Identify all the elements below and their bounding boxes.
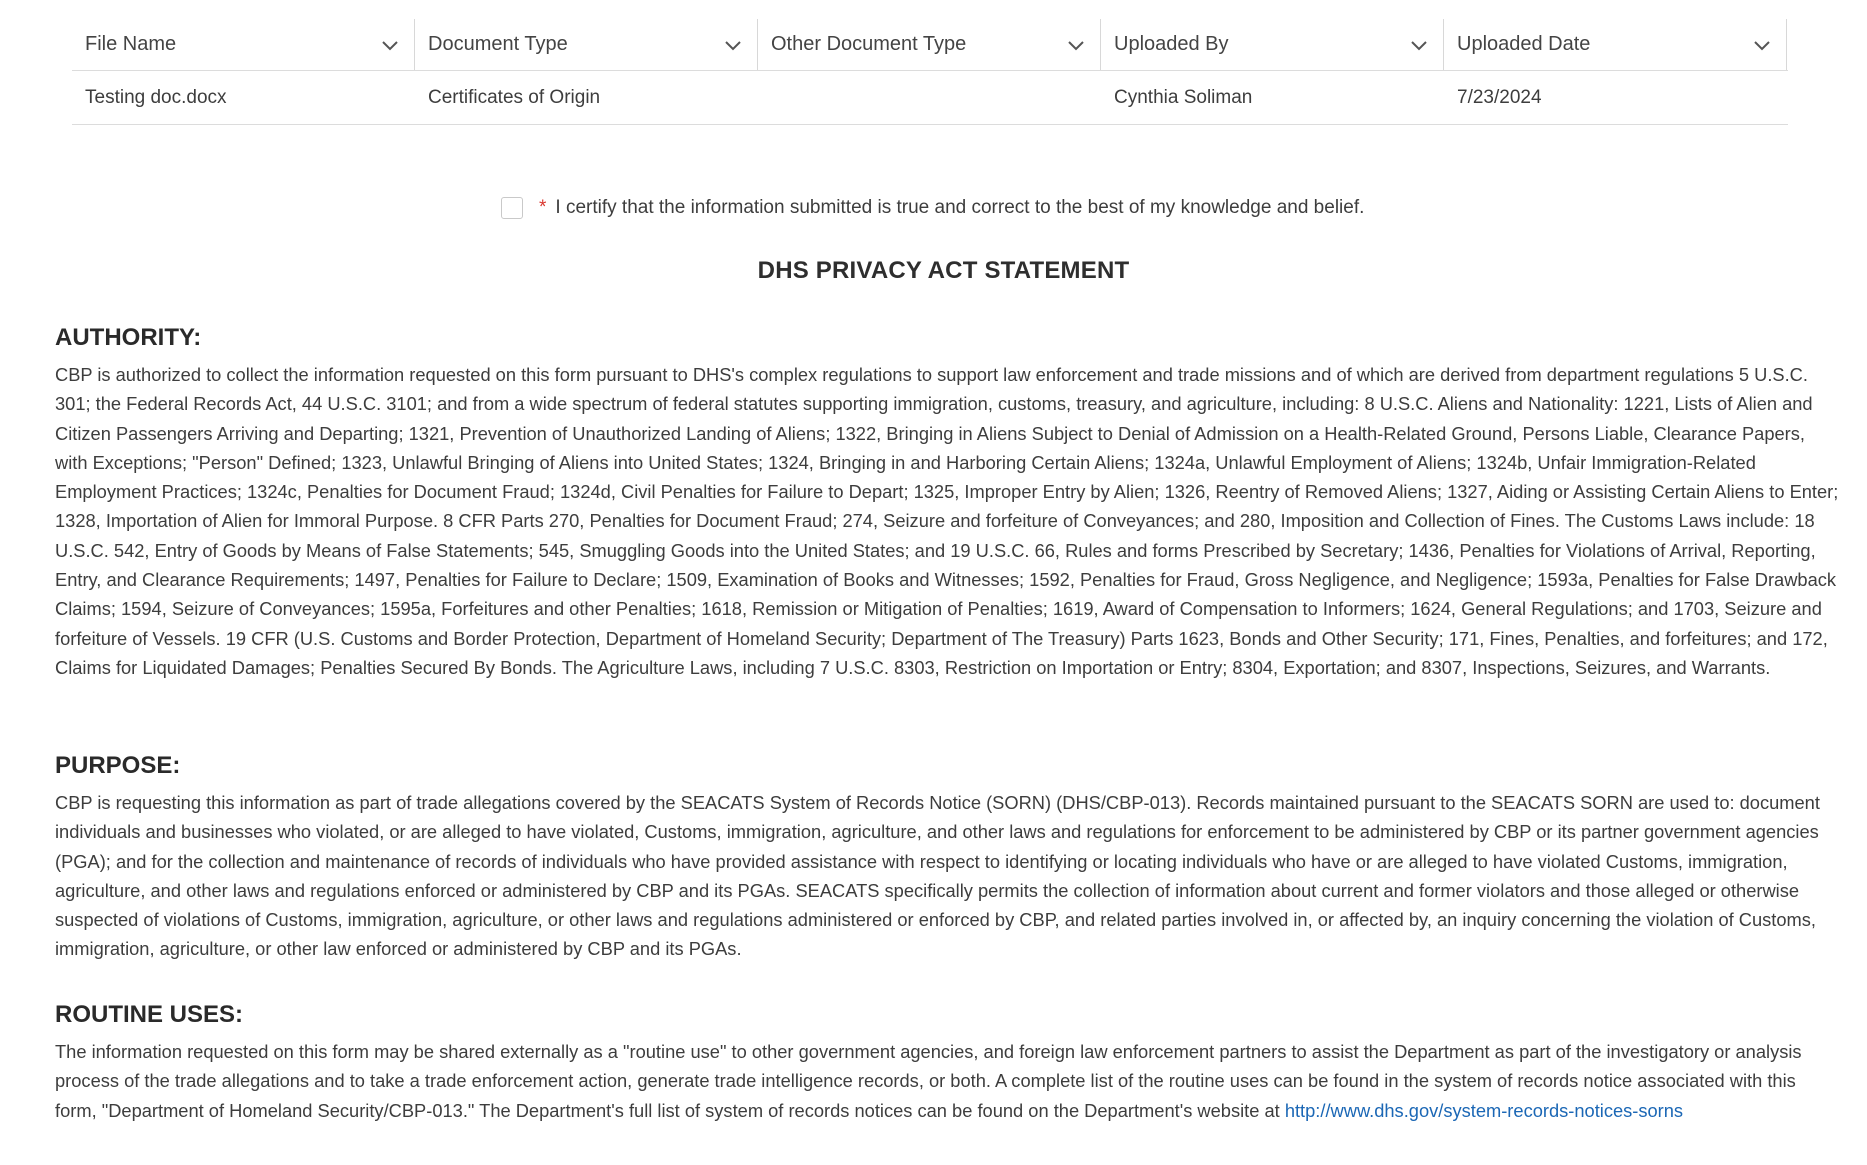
- routine-uses-heading: ROUTINE USES:: [55, 1001, 244, 1028]
- column-header-label: Other Document Type: [771, 33, 967, 55]
- column-header-file-name[interactable]: [72, 19, 415, 70]
- authority-text: CBP is authorized to collect the information requested on this form pursuant to DHS's complex regulations to support law enforcement and trade missions and of which are derived from department regulations 5 U.S.C. 301; the Federal Records Act, 44 U.S.C. 3101; and from a wide spectrum of federal statutes supporting immigration, customs, treasury, and agriculture, including: 8 U.S.C. Aliens and Nationality: 1221, Lists of Alien and Citizen Passengers Arriving and Departing; 1321, Prevention of Unauthorized Landing of Aliens; 1322, Bringing in Aliens Subject to Denial of Admission on a Health-Related Ground, Persons Liable, Clearance Papers, with Exceptions; "Person" Defined; 1323, Unlawful Bringing of Aliens into United States; 1324, Bringing in and Harboring Certain Aliens; 1324a, Unlawful Employment of Aliens; 1324b, Unfair Immigration-Related Employment Practices; 1324c, Penalties for Document Fraud; 1324d, Civil Penalties for Failure to Depart; 1325, Improper Entry by Alien; 1326, Reentry of Removed Aliens; 1327, Aiding or Assisting Certain Aliens to Enter; 1328, Importation of Alien for Immoral Purpose. 8 CFR Parts 270, Penalties for Document Fraud; 274, Seizure and forfeiture of Conveyances; and 280, Imposition and Collection of Fines. The Customs Laws include: 18 U.S.C. 542, Entry of Goods by Means of False Statements; 545, Smuggling Goods into the United States; and 19 U.S.C. 66, Rules and forms Prescribed by Secretary; 1436, Penalties for Violations of Arrival, Reporting, Entry, and Clearance Requirements; 1497, Penalties for Failure to Declare; 1509, Examination of Books and Witnesses; 1592, Penalties for Fraud, Gross Negligence, and Negligence; 1593a, Penalties for False Drawback Claims; 1594, Seizure of Conveyances; 1595a, Forfeitures and other Penalties; 1618, Remission or Mitigation of Penalties; 1619, Award of Compensation to Informers; 1624, General Regulations; and 1703, Seizure and forfeiture of Vessels. 19 CFR (U.S. Customs and Border Protection, Department of Homeland Security; Department of The Treasury) Parts 1623, Bonds and Other Security; 171, Fines, Penalties, and forfeitures; and 172, Claims for Liquidated Damages; Penalties Secured By Bonds. The Agriculture Laws, including 7 U.S.C. 8303, Restriction on Importation or Entry; 8304, Exportation; and 8307, Inspections, Seizures, and Warrants.: [55, 364, 1839, 678]
- table-body: [72, 71, 1788, 125]
- cell-document-type: Certificates of Origin: [428, 86, 601, 108]
- chevron-down-icon[interactable]: [1752, 35, 1772, 55]
- documents-table: [72, 19, 1788, 125]
- certify-checkbox[interactable]: [501, 197, 523, 219]
- column-header-label: File Name: [85, 33, 177, 55]
- purpose-heading: PURPOSE:: [55, 752, 181, 779]
- cell-uploaded-date: 7/23/2024: [1457, 86, 1542, 108]
- chevron-down-icon[interactable]: [380, 35, 400, 55]
- table-header: [72, 19, 1788, 71]
- cell-file-name: Testing doc.docx: [85, 86, 227, 108]
- cell-other-document-type: [758, 71, 1101, 124]
- chevron-down-icon[interactable]: [1066, 35, 1086, 55]
- column-header-uploaded-date[interactable]: [1444, 19, 1787, 70]
- purpose-text: CBP is requesting this information as part of trade allegations covered by the SEACATS System of Records Notice (SORN) (DHS/CBP-013). Records maintained pursuant to the SEACATS SORN are used to: document individuals and businesses who violated, or are alleged to have violated, Customs, immigration, agriculture, and other laws and regulations for enforcement to be administered by CBP or its partner government agencies (PGA); and for the collection and maintenance of records of individuals who have provided assistance with respect to identifying or locating individuals who have or are alleged to have violated Customs, immigration, agriculture, and other laws and regulations enforced or administered by CBP and its PGAs. SEACATS specifically permits the collection of information about current and former violators and those alleged or otherwise suspected of violations of Customs, immigration, agriculture, or other laws and regulations administered or enforced by CBP, and related parties involved in, or affected by, an inquiry concerning the violation of Customs, immigration, agriculture, or other law enforced or administered by CBP and its PGAs.: [55, 792, 1820, 960]
- column-header-label: Uploaded By: [1114, 33, 1229, 55]
- routine-uses-section: [55, 1000, 1840, 1125]
- required-asterisk: *: [539, 197, 547, 218]
- chevron-down-icon[interactable]: [1409, 35, 1429, 55]
- routine-uses-text: The information requested on this form may be shared externally as a "routine use" to other government agencies, and foreign law enforcement partners to assist the Department as part of the investigatory or analysis process of the trade allegations and to take a trade enforcement action, generate trade intelligence records, or both. A complete list of the routine uses can be found in the system of records notice associated with this form, "Department of Homeland Security/CBP-013." The Department's full list of system of records notices can be found on the Department's website at: [55, 1041, 1802, 1121]
- column-header-document-type[interactable]: [415, 19, 758, 70]
- chevron-down-icon[interactable]: [723, 35, 743, 55]
- column-header-other-document-type[interactable]: [758, 19, 1101, 70]
- routine-uses-paragraph: [55, 1037, 1840, 1125]
- privacy-title: DHS PRIVACY ACT STATEMENT: [757, 257, 1130, 284]
- column-header-uploaded-by[interactable]: [1101, 19, 1444, 70]
- column-header-label: Document Type: [428, 33, 568, 55]
- cell-uploaded-by: Cynthia Soliman: [1114, 86, 1253, 108]
- certify-row: [501, 194, 1364, 222]
- authority-section: [55, 323, 1840, 682]
- purpose-section: [55, 751, 1840, 964]
- authority-heading: AUTHORITY:: [55, 324, 202, 351]
- certify-label: I certify that the information submitted is true and correct to the best of my knowledge and belief.: [555, 197, 1365, 218]
- sorn-link[interactable]: http://www.dhs.gov/system-records-notices-sorns: [1284, 1099, 1684, 1121]
- table-row: [72, 71, 1788, 125]
- column-header-label: Uploaded Date: [1457, 33, 1591, 55]
